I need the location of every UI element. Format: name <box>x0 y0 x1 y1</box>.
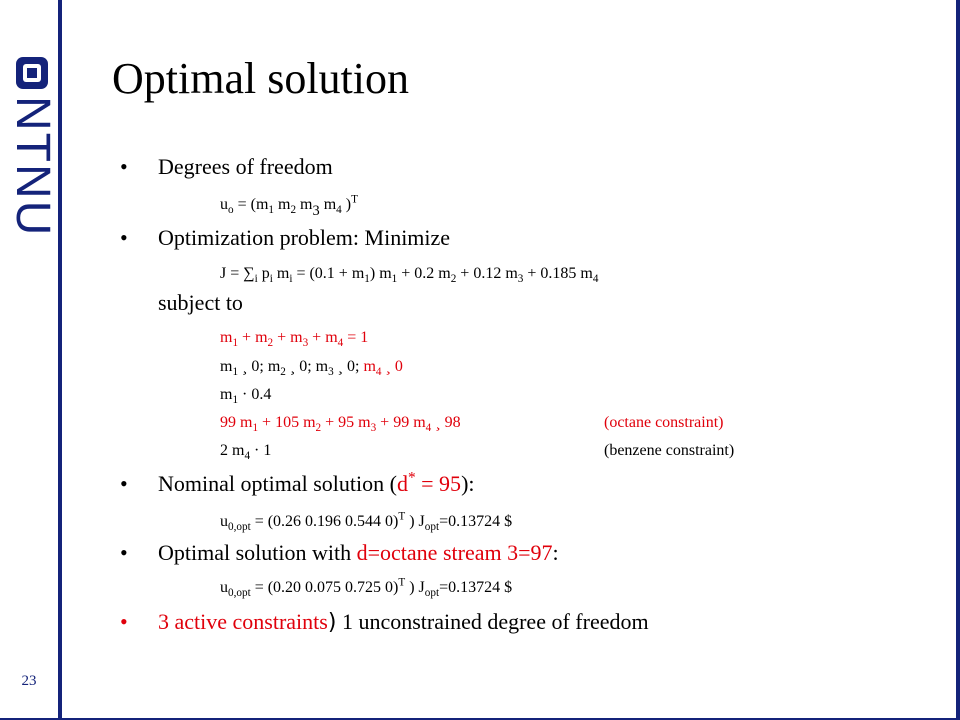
constraint-octane: 99 $m_1 + 105$ $m_2 + 95$ $m_3 + 99$ $m_4$ ¸ 98 <box>220 414 461 435</box>
bullet-optimization-problem: • Optimization problem: Minimize <box>158 225 450 251</box>
bullet-degrees-of-freedom: • Degrees of freedom <box>158 154 333 180</box>
nominal-solution-values: $u_{0,opt} = (0.26$ 0.196 0.544 0)$^T$ ) $J_{opt}=0.13724$ $ <box>220 510 513 534</box>
right-border <box>956 0 960 720</box>
bullet-active-constraints: • 3 active constraints) 1 unconstrained degree of freedom <box>158 609 649 635</box>
bullet-optimal-d97: • Optimal solution with d=octane stream 3=97: <box>158 540 559 566</box>
disturbed-solution-values: $u_{0,opt} = (0.20$ 0.075 0.725 0)$^T$ ) $J_{opt}=0.13724$ $ <box>220 576 513 600</box>
ntnu-wordmark: NTNU <box>6 96 59 238</box>
bullet-nominal-solution: • Nominal optimal solution (d* = 95): <box>158 471 475 497</box>
ntnu-sidebar <box>0 0 62 720</box>
benzene-constraint-note: (benzene constraint) <box>604 442 735 459</box>
slide-title: Optimal solution <box>112 54 409 103</box>
constraint-m1-upper-bound: $m_1 \cdot 0.4$ <box>220 386 272 407</box>
subject-to-label: subject to <box>158 290 243 315</box>
constraint-benzene: 2 $m_4 \cdot 1$ <box>220 442 272 463</box>
equation-cost-function: $J = \sum_i$ $p_i$ $m_i = (0.1 + m_1) m_1 + 0.2$ $m_2 + 0.12$ $m_3 + 0.185$ $m_4$ <box>220 265 599 286</box>
constraint-mass-balance: $m_1 + m_2 + m_3 + m_4 = 1$ <box>220 329 369 350</box>
slide-number: 23 <box>21 673 37 689</box>
equation-decision-vector: $u_o = (m_1$ $m_2$ $m_3$ $m_4$ )$^T$ <box>220 193 358 219</box>
constraint-nonnegativity: $m_1$ ¸ 0; $m_2$ ¸ 0; $m_3$ ¸ 0; $m_4$ ¸ 0 <box>220 358 403 379</box>
ntnu-logo-icon <box>15 56 49 90</box>
octane-constraint-note: (octane constraint) <box>604 414 724 431</box>
